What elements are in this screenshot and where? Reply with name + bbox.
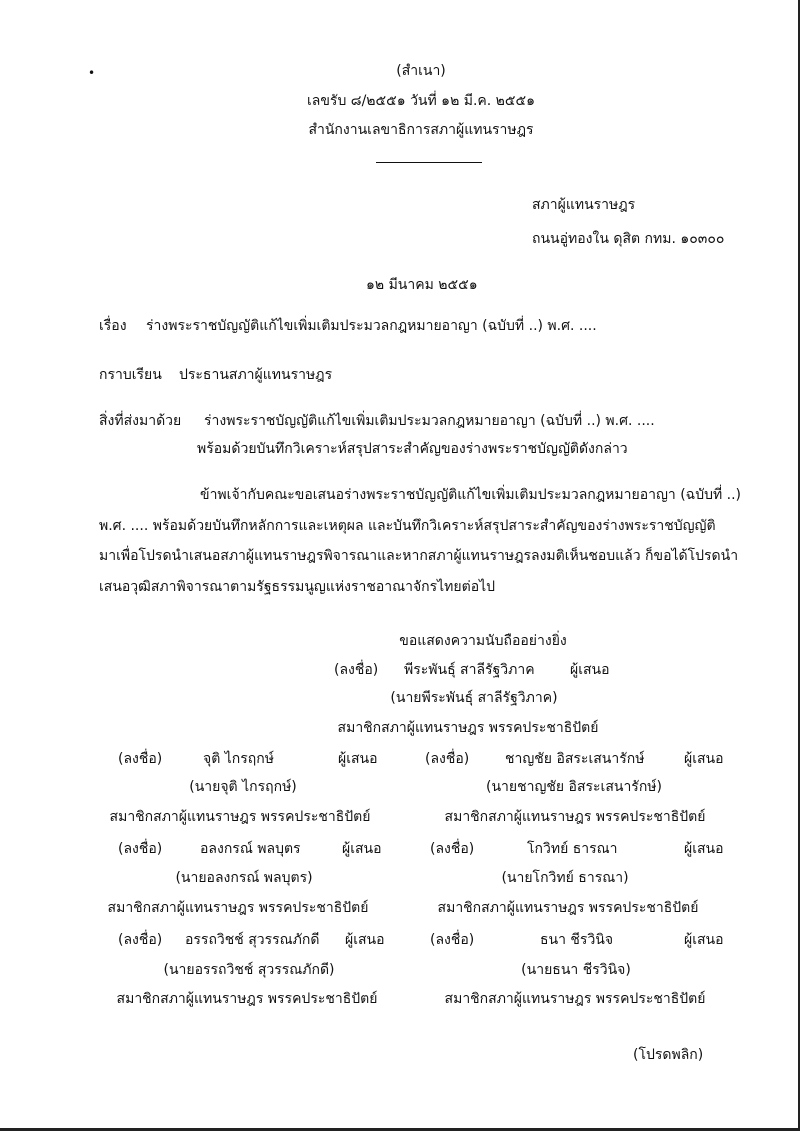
signer-1-name: (นายจุติ ไกรฤกษ์) — [189, 779, 297, 795]
enclosure-line1: ร่างพระราชบัญญัติแก้ไขเพิ่มเติมประมวลกฎหมายอาญา (ฉบับที่ ..) พ.ศ. .... — [204, 413, 655, 429]
receipt-line: เลขรับ ๘/๒๕๕๑ วันที่ ๑๒ มี.ค. ๒๕๕๑ — [307, 93, 535, 109]
signer-3-sign-label: (ลงชื่อ) — [118, 841, 163, 857]
signer-3-proposer-label: ผู้เสนอ — [342, 841, 382, 857]
header-divider — [376, 162, 482, 163]
signer-4-name: (นายโกวิทย์ ธารณา) — [501, 870, 629, 886]
signer-2-position: สมาชิกสภาผู้แทนราษฎร พรรคประชาธิปัตย์ — [444, 809, 706, 825]
salutation-label: กราบเรียน — [99, 367, 162, 383]
enclosure-line2: พร้อมด้วยบันทึกวิเคราะห์สรุปสาระสำคัญของร่างพระราชบัญญัติดังกล่าว — [197, 441, 628, 457]
body-line-2: พ.ศ. .... พร้อมด้วยบันทึกหลักการและเหตุผล และบันทึกวิเคราะห์สรุปสาระสำคัญของร่างพระราชบัญญัติ — [99, 518, 716, 534]
signer-5-signature: อรรถวิชช์ สุวรรณภักดี — [185, 932, 320, 948]
signer-2-proposer-label: ผู้เสนอ — [684, 751, 724, 767]
signer-1-sign-label: (ลงชื่อ) — [118, 751, 163, 767]
lead-sign-label: (ลงชื่อ) — [334, 662, 379, 678]
lead-proposer-label: ผู้เสนอ — [570, 662, 610, 678]
closing: ขอแสดงความนับถืออย่างยิ่ง — [399, 633, 567, 649]
signer-3-position: สมาชิกสภาผู้แทนราษฎร พรรคประชาธิปัตย์ — [107, 900, 369, 916]
enclosure-label: สิ่งที่ส่งมาด้วย — [99, 413, 182, 429]
signer-1-position: สมาชิกสภาผู้แทนราษฎร พรรคประชาธิปัตย์ — [109, 809, 371, 825]
signer-6-signature: ธนา ชีรวินิจ — [540, 932, 614, 948]
signer-6-sign-label: (ลงชื่อ) — [430, 932, 475, 948]
lead-position: สมาชิกสภาผู้แทนราษฎร พรรคประชาธิปัตย์ — [337, 720, 599, 736]
signer-4-position: สมาชิกสภาผู้แทนราษฎร พรรคประชาธิปัตย์ — [437, 900, 699, 916]
lead-signature: พีระพันธุ์ สาลีรัฐวิภาค — [404, 662, 535, 678]
subject-label: เรื่อง — [99, 318, 127, 334]
body-line-1: ข้าพเจ้ากับคณะขอเสนอร่างพระราชบัญญัติแก้ไขเพิ่มเติมประมวลกฎหมายอาญา (ฉบับที่ ..) — [200, 487, 742, 503]
signer-4-proposer-label: ผู้เสนอ — [684, 841, 724, 857]
signer-5-sign-label: (ลงชื่อ) — [118, 932, 163, 948]
signer-3-signature: อลงกรณ์ พลบุตร — [200, 841, 301, 857]
signer-2-name: (นายชาญชัย อิสระเสนารักษ์) — [486, 779, 662, 795]
lead-name: (นายพีระพันธุ์ สาลีรัฐวิภาค) — [390, 690, 558, 706]
signer-1-proposer-label: ผู้เสนอ — [338, 751, 378, 767]
address-org: สภาผู้แทนราษฎร — [532, 197, 636, 213]
signer-5-position: สมาชิกสภาผู้แทนราษฎร พรรคประชาธิปัตย์ — [116, 991, 378, 1007]
signer-5-proposer-label: ผู้เสนอ — [345, 932, 385, 948]
letter-date: ๑๒ มีนาคม ๒๕๕๑ — [366, 277, 478, 293]
signer-6-name: (นายธนา ชีรวินิจ) — [521, 962, 631, 978]
subject-text: ร่างพระราชบัญญัติแก้ไขเพิ่มเติมประมวลกฎหมายอาญา (ฉบับที่ ..) พ.ศ. .... — [146, 318, 597, 334]
signer-6-position: สมาชิกสภาผู้แทนราษฎร พรรคประชาธิปัตย์ — [444, 991, 706, 1007]
signer-2-signature: ชาญชัย อิสระเสนารักษ์ — [505, 751, 645, 767]
salutation-text: ประธานสภาผู้แทนราษฎร — [179, 367, 333, 383]
signer-6-proposer-label: ผู้เสนอ — [684, 932, 724, 948]
body-line-3: มาเพื่อโปรดนำเสนอสภาผู้แทนราษฎรพิจารณาและหากสภาผู้แทนราษฎรลงมติเห็นชอบแล้ว ก็ขอได้โปรดนำ — [99, 548, 739, 564]
signer-3-name: (นายอลงกรณ์ พลบุตร) — [175, 870, 313, 886]
signer-2-sign-label: (ลงชื่อ) — [425, 751, 470, 767]
scan-mark: • — [88, 66, 96, 80]
signer-4-signature: โกวิทย์ ธารณา — [527, 841, 618, 857]
office-name: สำนักงานเลขาธิการสภาผู้แทนราษฎร — [308, 122, 534, 138]
signer-5-name: (นายอรรถวิชช์ สุวรรณภักดี) — [163, 962, 335, 978]
turn-over-note: (โปรดพลิก) — [633, 1047, 704, 1063]
signer-4-sign-label: (ลงชื่อ) — [430, 841, 475, 857]
body-line-4: เสนอวุฒิสภาพิจารณาตามรัฐธรรมนูญแห่งราชอาณาจักรไทยต่อไป — [99, 579, 496, 595]
copy-label: (สำเนา) — [396, 63, 446, 79]
address-street: ถนนอู่ทองใน ดุสิต กทม. ๑๐๓๐๐ — [532, 231, 725, 247]
signer-1-signature: จุติ ไกรฤกษ์ — [203, 751, 274, 767]
